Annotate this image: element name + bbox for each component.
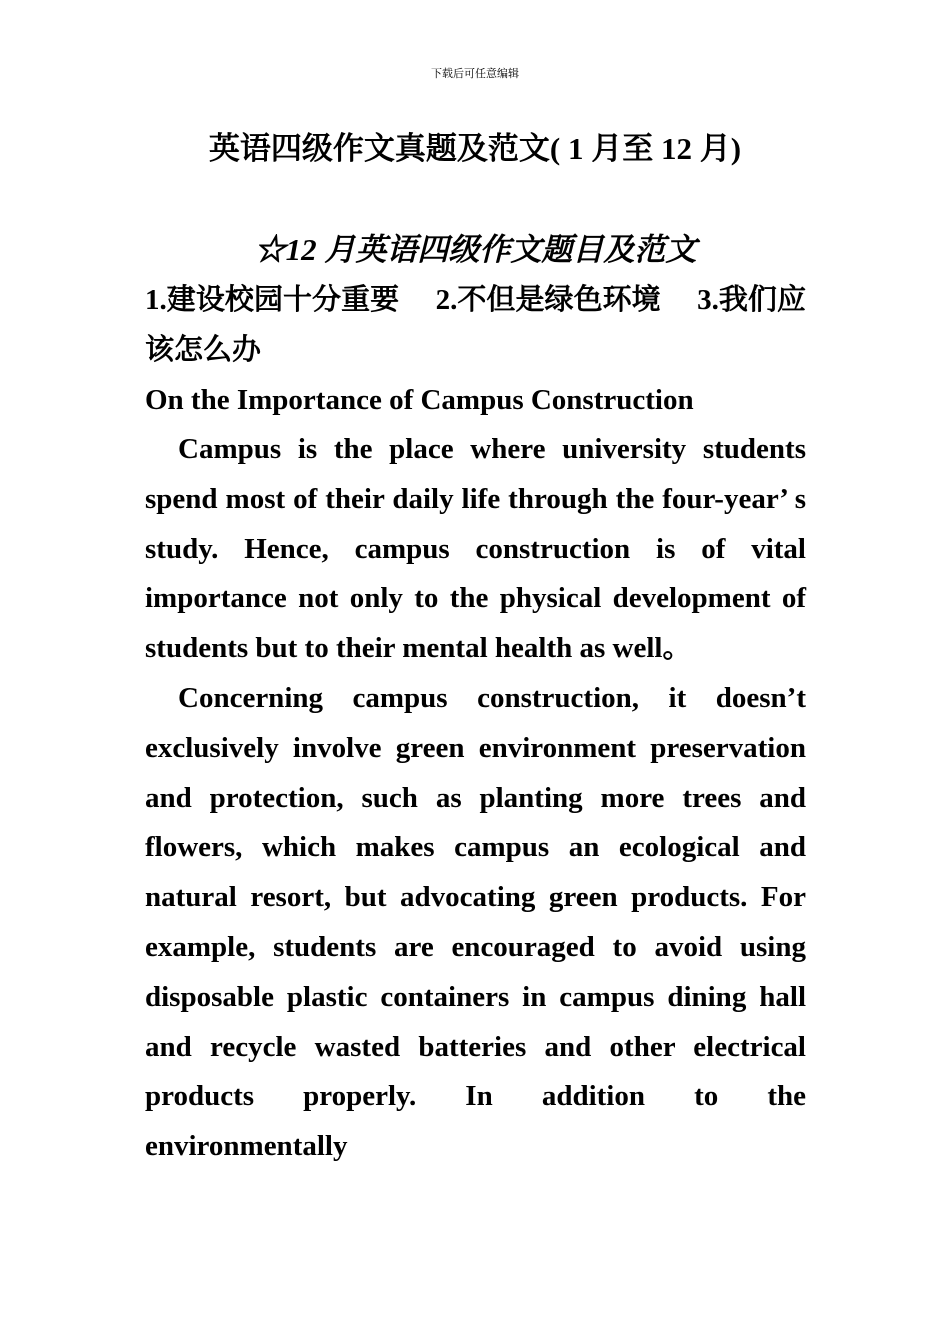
- header-note: 下载后可任意编辑: [431, 67, 519, 80]
- essay-title: On the Importance of Campus Construction: [145, 384, 694, 416]
- document-body: [145, 225, 806, 1172]
- essay-paragraph-2: Concerning campus construction, it doesn’t exclusively involve green environment preservation and protection, such as planting more trees and flowers, which makes campus an ecological and natural resort, but advocating green products. For example, students are encouraged to avoid using disposable plastic containers in campus dining hall and recycle wasted batteries and other electrical products properly. In addition to the environmentally: [145, 681, 806, 1163]
- section-heading: ☆12 月英语四级作文题目及范文: [254, 232, 697, 267]
- essay-paragraph-1: Campus is the place where university students spend most of their daily life through the four-year’ s study. Hence, campus construction is of vital importance not only to the physical development of students but to their mental health as well。: [145, 433, 806, 665]
- document-title: 英语四级作文真题及范文( 1 月至 12 月): [208, 131, 742, 166]
- essay-topics: 1.建设校园十分重要 2.不但是绿色环境 3.我们应该怎么办: [145, 284, 806, 366]
